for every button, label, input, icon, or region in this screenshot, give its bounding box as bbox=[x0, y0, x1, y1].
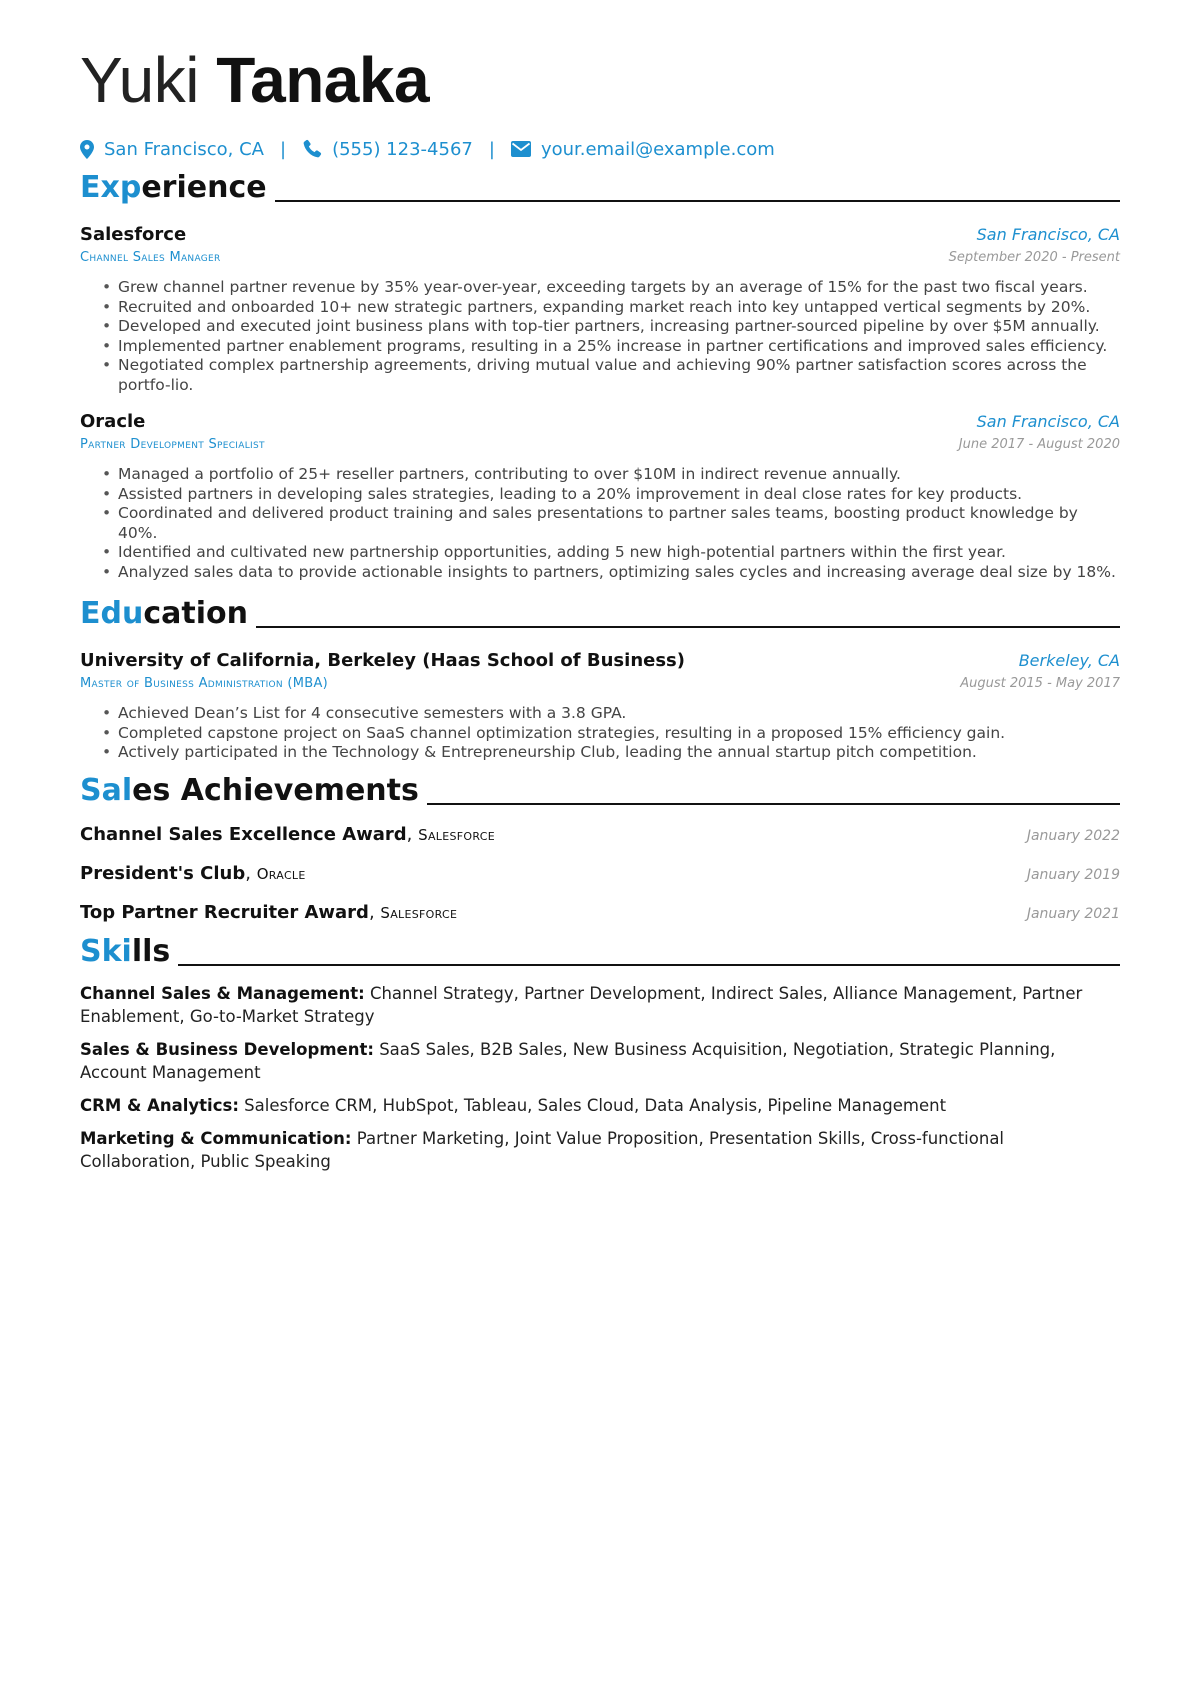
skill-category: CRM & Analytics: bbox=[80, 1095, 239, 1115]
job-dates: September 2020 - Present bbox=[948, 250, 1120, 265]
bullet-item: • Completed capstone project on SaaS channel optimization strategies, resulting in a proposed 15% efficiency gain. bbox=[118, 724, 1120, 744]
achievement-item: Top Partner Recruiter Award, Salesforce January 2021 bbox=[80, 893, 1120, 932]
section-title-accent: Exp bbox=[80, 170, 142, 205]
skill-row bbox=[80, 1094, 1120, 1117]
bullet-item: • Achieved Dean’s List for 4 consecutive semesters with a 3.8 GPA. bbox=[118, 704, 1120, 724]
section-title bbox=[80, 771, 419, 811]
bullet-item: • Coordinated and delivered product training and sales presentations to partner sales teams, boosting product knowledge by 40%. bbox=[118, 504, 1120, 543]
education-bullets bbox=[80, 704, 1120, 763]
first-name: Yuki bbox=[80, 44, 199, 116]
achievement-name: Top Partner Recruiter Award bbox=[80, 901, 369, 923]
skill-row bbox=[80, 1038, 1120, 1084]
school-name: University of California, Berkeley (Haas School of Business) bbox=[80, 650, 685, 671]
education-entry bbox=[80, 648, 1120, 763]
email-link: your.email@example.com bbox=[540, 138, 775, 160]
bullet-item: • Developed and executed joint business plans with top-tier partners, increasing partner-sourced pipeline by over $5M annually. bbox=[118, 317, 1120, 337]
location-text: San Francisco, CA bbox=[104, 138, 264, 160]
section-title-rest: lls bbox=[131, 933, 171, 969]
section-rule bbox=[256, 626, 1120, 628]
section-skills-heading bbox=[80, 932, 1120, 972]
degree-title: Master of Business Administration (MBA) bbox=[80, 676, 329, 691]
skill-category: Sales & Business Development: bbox=[80, 1039, 374, 1059]
section-title bbox=[80, 594, 248, 634]
section-rule bbox=[427, 803, 1120, 805]
experience-entry-salesforce bbox=[80, 222, 1120, 395]
section-title-accent: Edu bbox=[80, 596, 144, 631]
envelope-icon bbox=[511, 141, 531, 157]
achievement-date: January 2022 bbox=[1026, 827, 1120, 844]
job-bullets bbox=[80, 278, 1120, 395]
achievement-org: Salesforce bbox=[380, 903, 458, 922]
achievements-list bbox=[80, 815, 1120, 932]
achievement-name: Channel Sales Excellence Award bbox=[80, 823, 407, 845]
skill-category: Channel Sales & Management: bbox=[80, 983, 365, 1003]
contact-phone[interactable] bbox=[302, 139, 473, 160]
job-dates: June 2017 - August 2020 bbox=[958, 437, 1120, 452]
section-title-rest: erience bbox=[141, 170, 267, 205]
bullet-item: • Recruited and onboarded 10+ new strategic partners, expanding market reach into key untapped vertical segments by 20%. bbox=[118, 298, 1120, 318]
section-rule bbox=[178, 964, 1120, 966]
resume-page bbox=[80, 40, 1120, 1173]
skill-items: Salesforce CRM, HubSpot, Tableau, Sales Cloud, Data Analysis, Pipeline Management bbox=[244, 1095, 947, 1115]
company-name: Oracle bbox=[80, 411, 146, 432]
section-title-accent: Ski bbox=[80, 933, 132, 969]
contact-bar bbox=[80, 134, 1120, 164]
section-title-accent: Sal bbox=[80, 772, 133, 808]
phone-text: (555) 123-4567 bbox=[332, 138, 473, 160]
bullet-item: • Actively participated in the Technology & Entrepreneurship Club, leading the annual startup pitch competition. bbox=[118, 743, 1120, 763]
section-title bbox=[80, 932, 170, 972]
job-title: Partner Development Specialist bbox=[80, 437, 265, 452]
achievement-date: January 2019 bbox=[1026, 866, 1120, 883]
education-dates: August 2015 - May 2017 bbox=[960, 676, 1120, 691]
skill-items: Partner Marketing, Joint Value Proposition, Presentation Skills, Cross-functional Collaboration, Public Speaking bbox=[80, 1128, 1005, 1171]
job-title: Channel Sales Manager bbox=[80, 250, 221, 265]
achievement-org: Salesforce bbox=[418, 825, 495, 844]
skill-items: Channel Strategy, Partner Development, Indirect Sales, Alliance Management, Partner Enablement, Go-to-Market Strategy bbox=[80, 983, 1083, 1026]
bullet-item: • Managed a portfolio of 25+ reseller partners, contributing to over $10M in indirect revenue annually. bbox=[118, 465, 1120, 485]
skill-row bbox=[80, 1127, 1120, 1173]
section-experience-heading bbox=[80, 168, 1120, 208]
bullet-item: • Negotiated complex partnership agreements, driving mutual value and achieving 90% partner satisfaction scores across the portfo-lio. bbox=[118, 356, 1120, 395]
school-location: Berkeley, CA bbox=[1018, 651, 1120, 670]
section-education-heading bbox=[80, 594, 1120, 634]
phone-icon bbox=[302, 139, 322, 159]
contact-location bbox=[80, 139, 264, 160]
section-title bbox=[80, 168, 267, 208]
contact-separator: | bbox=[488, 138, 495, 160]
section-achievements-heading bbox=[80, 771, 1120, 811]
skill-category: Marketing & Communication: bbox=[80, 1128, 352, 1148]
section-rule bbox=[275, 200, 1120, 202]
achievement-item: President's Club, Oracle January 2019 bbox=[80, 854, 1120, 893]
candidate-name bbox=[80, 40, 1120, 120]
bullet-item: • Implemented partner enablement programs, resulting in a 25% increase in partner certifications and improved sales efficiency. bbox=[118, 337, 1120, 357]
contact-email[interactable] bbox=[511, 139, 775, 160]
achievement-name: President's Club bbox=[80, 862, 246, 884]
map-pin-icon bbox=[80, 140, 94, 159]
job-location: San Francisco, CA bbox=[976, 412, 1120, 431]
job-bullets bbox=[80, 465, 1120, 582]
skill-items: SaaS Sales, B2B Sales, New Business Acquisition, Negotiation, Strategic Planning, Account Management bbox=[80, 1039, 1056, 1082]
company-name: Salesforce bbox=[80, 224, 187, 245]
bullet-item: • Assisted partners in developing sales strategies, leading to a 20% improvement in deal close rates for key products. bbox=[118, 485, 1120, 505]
job-location: San Francisco, CA bbox=[976, 225, 1120, 244]
achievement-org: Oracle bbox=[256, 864, 306, 883]
skills-list bbox=[80, 982, 1120, 1173]
achievement-item: Channel Sales Excellence Award, Salesforce January 2022 bbox=[80, 815, 1120, 854]
bullet-item: • Analyzed sales data to provide actionable insights to partners, optimizing sales cycles and increasing average deal size by 18%. bbox=[118, 563, 1120, 583]
section-title-rest: es Achievements bbox=[132, 772, 419, 808]
experience-entry-oracle bbox=[80, 409, 1120, 582]
skill-row bbox=[80, 982, 1120, 1028]
last-name: Tanaka bbox=[216, 44, 430, 116]
bullet-item: • Grew channel partner revenue by 35% year-over-year, exceeding targets by an average of 15% for the past two fiscal years. bbox=[118, 278, 1120, 298]
achievement-date: January 2021 bbox=[1026, 905, 1120, 922]
contact-separator: | bbox=[279, 138, 287, 160]
bullet-item: • Identified and cultivated new partnership opportunities, adding 5 new high-potential partners within the first year. bbox=[118, 543, 1120, 563]
section-title-rest: cation bbox=[143, 596, 248, 631]
